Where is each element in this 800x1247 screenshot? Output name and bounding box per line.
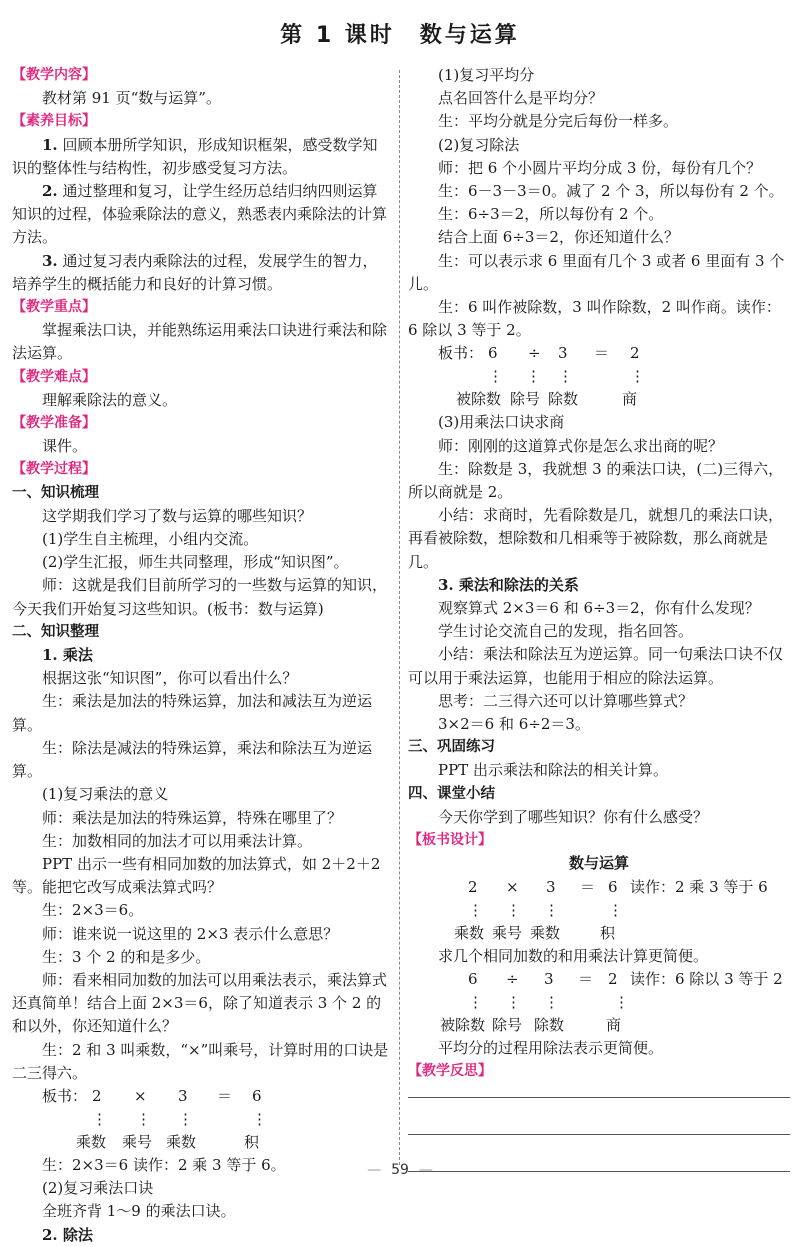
paragraph: 师：把 6 个小圆片平均分成 3 份，每份有几个？ [438, 158, 762, 177]
section-tag-goals: 【素养目标】 [12, 113, 96, 130]
term-name: 积 [600, 923, 616, 942]
term-name: 商 [606, 1015, 622, 1034]
term-name: 积 [244, 1132, 260, 1151]
sub-title: 除法 [57, 1225, 93, 1244]
paragraph: 课件。 [42, 437, 88, 456]
term-name: 商 [622, 390, 638, 409]
right-column [408, 64, 790, 1208]
equation-term: 6 [468, 969, 478, 988]
equation-reading: 读作：6 除以 3 等于 2 [630, 969, 783, 988]
goal-number: 3. [42, 251, 58, 270]
equation-operator: ÷ [506, 969, 519, 988]
left-column [12, 64, 390, 1247]
equation-equals: ＝ [217, 1086, 233, 1105]
paragraph: 生：6 叫作被除数，3 叫作除数，2 叫作商。读作：6 除以 3 等于 2。 [408, 298, 781, 340]
board-names [12, 1131, 390, 1154]
design-dots [408, 899, 790, 922]
dots-icon: ⋮ [506, 992, 521, 1011]
equation-term: 6 [608, 877, 618, 896]
term-name: 除号 [510, 390, 541, 409]
design-equation-divide [408, 968, 790, 991]
goal-text: 通过复习表内乘除法的过程，发展学生的智力，培养学生的概括能力和良好的计算习惯。 [12, 251, 378, 293]
paragraph: 生：除数是 3，我就想 3 的乘法口诀，(二)三得六，所以商就是 2。 [408, 459, 784, 502]
paragraph: 生：除法是减法的特殊运算，乘法和除法互为逆运算。 [12, 738, 373, 781]
goal-text: 通过整理和复习，让学生经历总结归纳四则运算知识的过程，体验乘除法的意义，熟悉表内乘除法的计算方法。 [12, 182, 388, 247]
equation-term: 3 [558, 344, 568, 363]
footer-dash: — [367, 1162, 382, 1178]
dots-icon: ⋮ [630, 367, 645, 386]
design-names [408, 922, 790, 945]
equation-reading: 读作：2 乘 3 等于 6 [630, 877, 768, 896]
paragraph: (2)复习乘法口诀 [42, 1179, 154, 1198]
paragraph: (2)学生汇报，师生共同整理，形成“知识图”。 [42, 553, 349, 572]
board-dots [408, 365, 790, 388]
board-names [408, 388, 790, 411]
equation-operator: × [134, 1086, 147, 1105]
equation-term: 3 [546, 877, 556, 896]
dots-icon: ⋮ [488, 367, 503, 386]
paragraph: 生：乘法是加法的特殊运算，加法和减法互为逆运算。 [12, 692, 373, 734]
equation-equals: ＝ [594, 344, 610, 363]
board-label: 板书： [42, 1086, 88, 1105]
equation-term: 6 [488, 344, 498, 363]
section-heading: 一、知识梳理 [12, 484, 99, 501]
column-divider [399, 70, 400, 1165]
writing-line [408, 1134, 790, 1135]
page-number: 59 [391, 1162, 409, 1178]
dots-icon: ⋮ [526, 367, 541, 386]
section-heading: 四、课堂小结 [408, 785, 495, 802]
equation-term: 6 [252, 1086, 262, 1105]
term-name: 乘数 [76, 1132, 107, 1151]
section-heading: 二、知识整理 [12, 623, 99, 640]
paragraph: 生：2×3＝6。 [42, 901, 144, 920]
page-title: 第 1 课时 数与运算 [280, 23, 520, 48]
paragraph: 生：6－3－3＝0。减了 2 个 3，所以每份有 2 个。 [438, 182, 784, 201]
section-heading: 三、巩固练习 [408, 739, 495, 756]
term-name: 乘数 [530, 923, 561, 942]
board-equation-divide [408, 342, 790, 365]
paragraph: 掌握乘法口诀，并能熟练运用乘法口诀进行乘法和除法运算。 [12, 321, 388, 363]
term-name: 被除数 [456, 390, 502, 409]
paragraph: 点名回答什么是平均分？ [438, 89, 604, 108]
paragraph: 这学期我们学习了数与运算的哪些知识？ [42, 506, 313, 525]
section-tag-key-points: 【教学重点】 [12, 299, 96, 316]
paragraph: 3×2＝6 和 6÷2＝3。 [438, 715, 590, 734]
paragraph: 生：加数相同的加法才可以用乘法计算。 [42, 831, 313, 850]
dots-icon: ⋮ [558, 367, 573, 386]
section-tag-board-design: 【板书设计】 [408, 832, 492, 849]
board-label: 板书： [438, 344, 484, 363]
goal-1 [12, 134, 390, 180]
paragraph: 教材第 91 页“数与运算”。 [42, 89, 221, 108]
paragraph: PPT 出示乘法和除法的相关计算。 [438, 761, 668, 780]
paragraph: 理解乘除法的意义。 [42, 390, 178, 409]
paragraph: 师：刚刚的这道算式你是怎么求出商的呢？ [438, 436, 724, 455]
section-tag-preparation: 【教学准备】 [12, 415, 96, 432]
dots-icon: ⋮ [136, 1109, 151, 1128]
paragraph: 思考：二三得六还可以计算哪些算式？ [438, 691, 694, 710]
writing-line [408, 1097, 790, 1098]
subheading [12, 1224, 390, 1247]
paragraph: 生：6÷3＝2，所以每份有 2 个。 [438, 205, 664, 224]
dots-icon: ⋮ [178, 1109, 193, 1128]
sub-number: 3. [438, 575, 454, 594]
design-note: 平均分的过程用除法表示更简便。 [438, 1038, 664, 1057]
design-dots [408, 991, 790, 1014]
design-names [408, 1014, 790, 1037]
design-note: 求几个相同加数的和用乘法计算更简便。 [438, 946, 709, 965]
board-equation-multiply [12, 1085, 390, 1108]
term-name: 乘数 [166, 1132, 197, 1151]
goal-number: 2. [42, 182, 58, 201]
paragraph: 师：乘法是加法的特殊运算，特殊在哪里了？ [42, 808, 343, 827]
sub-title: 乘法 [57, 646, 93, 665]
term-name: 乘数 [454, 923, 485, 942]
paragraph: 生：2×3＝6 读作：2 乘 3 等于 6。 [42, 1155, 286, 1174]
term-name: 除号 [492, 1015, 523, 1034]
paragraph: 结合上面 6÷3＝2，你还知道什么？ [438, 228, 679, 247]
reflection-lines [408, 1097, 790, 1172]
paragraph: (1)复习乘法的意义 [42, 785, 169, 804]
dots-icon: ⋮ [468, 992, 483, 1011]
dots-icon: ⋮ [468, 900, 483, 919]
paragraph: 师：看来相同加数的加法可以用乘法表示，乘法算式还真简单！结合上面 2×3＝6，除了知道表示 3 个 2 的和以外，你还知道什么？ [12, 970, 388, 1036]
equation-term: 2 [630, 344, 640, 363]
goal-3 [12, 250, 390, 296]
paragraph: 根据这张“知识图”，你可以看出什么？ [42, 669, 298, 688]
paragraph: (1)学生自主梳理，小组内交流。 [42, 530, 259, 549]
board-dots [12, 1108, 390, 1131]
subheading [408, 574, 790, 597]
dots-icon: ⋮ [92, 1109, 107, 1128]
paragraph: 生：可以表示求 6 里面有几个 3 或者 6 里面有 3 个儿。 [408, 251, 785, 293]
section-tag-difficulty: 【教学难点】 [12, 368, 96, 385]
goal-number: 1. [42, 135, 58, 154]
dots-icon: ⋮ [252, 1109, 267, 1128]
section-tag-process: 【教学过程】 [12, 461, 96, 478]
board-design-title: 数与运算 [568, 854, 629, 873]
term-name: 乘号 [122, 1132, 153, 1151]
paragraph: 生：2 和 3 叫乘数，“×”叫乘号，计算时用的口诀是二三得六。 [12, 1040, 389, 1082]
dots-icon: ⋮ [544, 900, 559, 919]
equation-operator: × [506, 877, 519, 896]
section-tag-content: 【教学内容】 [12, 67, 96, 83]
paragraph: 观察算式 2×3＝6 和 6÷3＝2，你有什么发现？ [438, 599, 760, 618]
dots-icon: ⋮ [506, 900, 521, 919]
dots-icon: ⋮ [544, 992, 559, 1011]
equation-term: 3 [544, 969, 554, 988]
term-name: 乘号 [492, 923, 523, 942]
goal-text: 回顾本册所学知识，形成知识框架，感受数学知识的整体性与结构性，初步感受复习方法。 [12, 135, 378, 177]
equation-equals: ＝ [578, 969, 594, 988]
paragraph: 小结：求商时，先看除数是几，就想几的乘法口诀，再看被除数，想除数和几相乘等于被除数，那么商就是几。 [408, 506, 784, 571]
paragraph: 师：这就是我们目前所学习的一些数与运算的知识，今天我们开始复习这些知识。(板书：数与运算) [12, 576, 388, 618]
design-equation-multiply [408, 876, 790, 899]
paragraph: (2)复习除法 [438, 135, 520, 154]
paragraph: 今天你学到了哪些知识？你有什么感受？ [438, 807, 709, 826]
equation-term: 3 [178, 1086, 188, 1105]
paragraph: (1)复习平均分 [438, 66, 535, 84]
subheading [12, 644, 390, 667]
paragraph: 生：3 个 2 的和是多少。 [42, 947, 211, 966]
footer-dash: — [418, 1162, 433, 1178]
term-name: 除数 [548, 390, 579, 409]
equation-equals: ＝ [580, 877, 596, 896]
section-tag-reflection: 【教学反思】 [408, 1062, 492, 1079]
dots-icon: ⋮ [608, 900, 623, 919]
goal-2 [12, 180, 390, 250]
paragraph: 小结：乘法和除法互为逆运算。同一句乘法口诀不仅可以用于乘法运算，也能用于相应的除法运算。 [408, 645, 784, 687]
paragraph: 生：平均分就是分完后每份一样多。 [438, 112, 679, 131]
paragraph: PPT 出示一些有相同加数的加法算式，如 2＋2＋2 等。能把它改写成乘法算式吗？ [12, 854, 381, 897]
equation-operator: ÷ [528, 344, 541, 363]
paragraph: 学生讨论交流自己的发现，指名回答。 [438, 622, 694, 641]
paragraph: 师：谁来说一说这里的 2×3 表示什么意思？ [42, 924, 339, 943]
equation-term: 2 [92, 1086, 102, 1105]
term-name: 除数 [534, 1015, 565, 1034]
page-footer [0, 1162, 800, 1178]
paragraph: 全班齐背 1～9 的乘法口诀。 [42, 1202, 236, 1221]
dots-icon: ⋮ [614, 992, 629, 1011]
sub-title: 乘法和除法的关系 [453, 575, 579, 594]
paragraph: (3)用乘法口诀求商 [438, 413, 565, 432]
equation-term: 2 [468, 877, 478, 896]
sub-number: 2. [42, 1225, 58, 1244]
term-name: 被除数 [440, 1015, 486, 1034]
equation-term: 2 [608, 969, 618, 988]
sub-number: 1. [42, 646, 58, 665]
